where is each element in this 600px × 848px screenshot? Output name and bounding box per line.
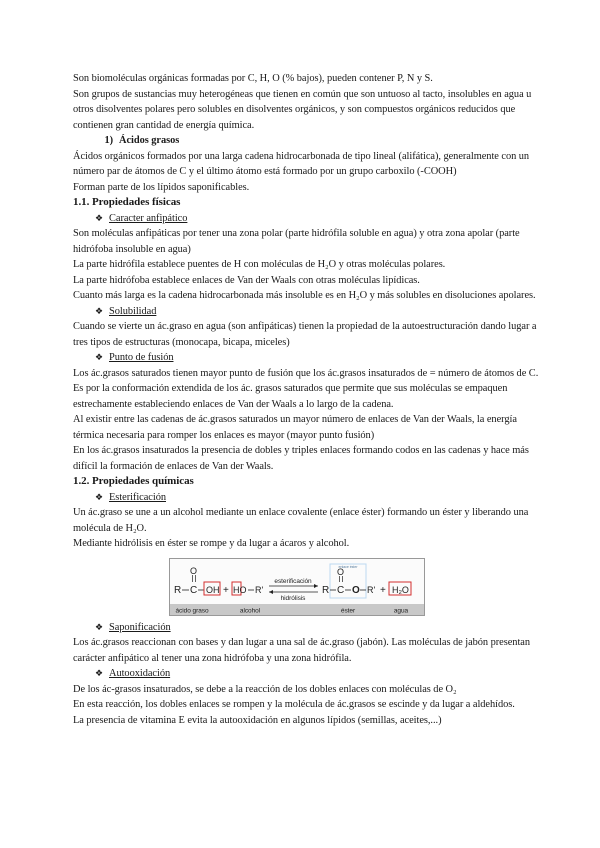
plus-sign-2: + bbox=[380, 584, 386, 596]
autooxidacion-paragraph-1: De los ác-grasos insaturados, se debe a la reacción de los dobles enlaces con moléculas de O₂ bbox=[73, 683, 457, 695]
anfipatico-paragraph-4: Cuanto más larga es la cadena hidrocarbonada más insoluble es en H₂O y más solubles en disoluciones apolares. bbox=[73, 290, 536, 301]
diamond-bullet-icon: ❖ bbox=[95, 668, 104, 678]
esterification-figure-wrap bbox=[73, 558, 543, 616]
bullet-label: Saponificación bbox=[109, 621, 171, 633]
anfipatico-paragraph-2: La parte hidrófila establece puentes de H con moléculas de H₂O y otras moléculas polares. bbox=[73, 259, 446, 270]
autooxidacion-paragraph-2: En esta reacción, los dobles enlaces se rompen y la molécula de ác.grasos se escinde y da lugar a aldehídos. bbox=[73, 699, 515, 710]
reverse-arrow-head bbox=[269, 590, 273, 594]
alcohol-ho: HO bbox=[233, 584, 247, 595]
intro-line-1: Son biomoléculas orgánicas formadas por C, H, O (% bajos), pueden contener P, N y S. bbox=[73, 73, 433, 84]
document-body bbox=[73, 71, 543, 728]
esterificacion-paragraph-2: Mediante hidrólisis en éster se rompe y da lugar a ácaros y alcohol. bbox=[73, 538, 350, 549]
fusion-paragraph-3: Al existir entre las cadenas de ác.grasos saturados un mayor número de enlaces de Van der Waals, la energía térmica necesaria para romper los enlaces es mayor (mayor punto fusión) bbox=[73, 414, 517, 441]
ester-o: O bbox=[352, 584, 360, 596]
diamond-bullet-icon: ❖ bbox=[95, 305, 104, 316]
bullet-label: Autooxidación bbox=[109, 668, 171, 679]
acid-r: R bbox=[174, 584, 182, 596]
saponificacion-paragraph: Los ác.grasos reaccionan con bases y dan lugar a una sal de ác.graso (jabón). Las moléculas de jabón presentan carácter anfipático al tener una zona hidrófoba y una zona hidrófila. bbox=[73, 637, 530, 664]
bullet-solubilidad bbox=[73, 304, 543, 320]
ester-r2: R' bbox=[367, 584, 376, 595]
ester-o-top: O bbox=[337, 566, 344, 577]
forward-arrow-head bbox=[314, 584, 318, 588]
bullet-label: Caracter anfipático bbox=[109, 212, 188, 224]
acidos-grasos-definition: Ácidos orgánicos formados por una larga cadena hidrocarbonada de tipo lineal (alifática), generalmente con un número par de átomos de C y el último átomo está formado por un grupo carboxilo (-COOH) bbox=[73, 150, 530, 177]
label-alcohol: alcohol bbox=[239, 607, 261, 614]
fusion-paragraph-2: Es por la conformación extendida de los ác. grasos saturados que permite que sus moléculas se empaquen estrechamente estableciendo enlaces de Van der Waals a lo largo de la cadena. bbox=[73, 383, 508, 410]
alcohol-r: R' bbox=[255, 584, 264, 595]
solubilidad-paragraph: Cuando se vierte un ác.graso en agua (son anfipáticas) tienen la propiedad de la autoestructuración dando lugar a tres tipos de estructuras (monocapa, bicapa, miceles) bbox=[73, 321, 537, 348]
label-ester: éster bbox=[340, 607, 356, 614]
ester-r: R bbox=[322, 584, 330, 596]
reverse-label: hidrólisis bbox=[280, 594, 306, 602]
label-agua: agua bbox=[393, 607, 409, 614]
ester-bond-label: enlace éster bbox=[338, 564, 358, 569]
heading-propiedades-quimicas: 1.2. Propiedades químicas bbox=[73, 475, 194, 487]
bullet-label: Punto de fusión bbox=[109, 352, 174, 363]
water-formula: H₂O bbox=[392, 584, 409, 595]
fusion-paragraph-4: En los ác.grasos insaturados la presencia de dobles y triples enlaces formando codos en las cadenas y hace más difícil la formación de enlaces de Van der Waals. bbox=[73, 445, 529, 472]
heading-propiedades-fisicas: 1.1. Propiedades físicas bbox=[73, 196, 181, 208]
section-number: 1) bbox=[104, 135, 113, 146]
esterificacion-paragraph-1: Un ác.graso se une a un alcohol mediante un enlace covalente (enlace éster) formando un éster y liberando una molécula de H₂O. bbox=[73, 507, 529, 534]
acid-oh: OH bbox=[206, 584, 220, 595]
section-title: Ácidos grasos bbox=[119, 135, 180, 146]
fusion-paragraph-1: Los ác.grasos saturados tienen mayor punto de fusión que los ác.grasos insaturados de = número de átomos de C. bbox=[73, 367, 539, 379]
acid-o: O bbox=[190, 565, 197, 576]
acidos-grasos-saponificables: Forman parte de los lípidos saponificables. bbox=[73, 181, 250, 193]
acid-c: C bbox=[190, 584, 198, 596]
bullet-esterificacion bbox=[73, 490, 543, 506]
diamond-bullet-icon: ❖ bbox=[95, 352, 104, 362]
anfipatico-paragraph-1: Son moléculas anfipáticas por tener una zona polar (parte hidrófila soluble en agua) y otra zona apolar (parte hidrófoba insoluble en agua) bbox=[73, 228, 520, 255]
diamond-bullet-icon: ❖ bbox=[95, 212, 104, 223]
bullet-punto-de-fusion bbox=[73, 350, 543, 366]
intro-line-2: Son grupos de sustancias muy heterogéneas que tienen en común que son untuoso al tacto, insolubles en agua u otros disolventes polares pero solubles en disolventes orgánicos, y son compuestos orgánicos reducidos que contienen gran cantidad de energía química. bbox=[73, 88, 532, 131]
diamond-bullet-icon: ❖ bbox=[95, 491, 104, 502]
esterification-reaction-diagram bbox=[169, 558, 425, 616]
bullet-label: Solubilidad bbox=[109, 305, 157, 317]
bullet-autooxidacion bbox=[73, 666, 543, 682]
autooxidacion-paragraph-3: La presencia de vitamina E evita la autooxidación en algunos lípidos (semillas, aceites,...) bbox=[73, 714, 442, 726]
section-heading-acidos-grasos bbox=[73, 133, 543, 149]
bullet-saponificacion bbox=[73, 620, 543, 636]
bullet-label: Esterificación bbox=[109, 491, 166, 503]
diamond-bullet-icon: ❖ bbox=[95, 621, 104, 632]
bullet-caracter-anfipatico bbox=[73, 211, 543, 227]
plus-sign-1: + bbox=[223, 584, 229, 596]
label-acido-graso: ácido graso bbox=[175, 607, 209, 614]
anfipatico-paragraph-3: La parte hidrófoba establece enlaces de Van der Waals con otras moléculas lipídicas. bbox=[73, 274, 420, 286]
ester-c: C bbox=[337, 584, 345, 596]
ester-bond-box bbox=[330, 564, 366, 598]
forward-label: esterificación bbox=[274, 577, 312, 585]
